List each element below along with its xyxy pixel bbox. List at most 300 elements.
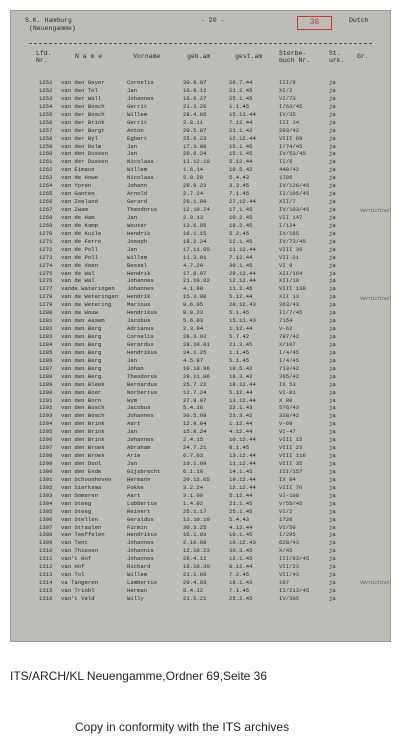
- surname: van Thiesen: [61, 547, 98, 555]
- birth-date: 29.11.06: [183, 372, 210, 380]
- death-date: 4.12.44: [229, 428, 253, 436]
- table-row: [11, 500, 392, 508]
- table-row: [11, 158, 392, 166]
- col-header-urk: St. urk.: [329, 50, 345, 64]
- birth-date: 4.5.97: [183, 356, 204, 364]
- certificate-mark: ja: [329, 198, 336, 206]
- certificate-mark: ja: [329, 309, 336, 317]
- death-register-number: 448/42: [279, 166, 300, 174]
- first-name: Lubbertus: [127, 499, 158, 507]
- first-name: Johannes: [127, 277, 154, 285]
- birth-date: 2.4.15: [183, 436, 204, 444]
- row-number: 1295: [39, 428, 53, 436]
- death-date: 7.12.44: [229, 253, 253, 261]
- table-row: [11, 222, 392, 230]
- death-register-number: VII/23: [279, 563, 300, 571]
- certificate-mark: ja: [329, 547, 336, 555]
- table-row: [11, 492, 392, 500]
- surname: van den Dolm: [61, 142, 102, 150]
- table-row: [11, 524, 392, 532]
- table-row: [11, 174, 392, 182]
- death-register-number: III/157: [279, 467, 303, 475]
- row-number: 1275: [39, 269, 53, 277]
- table-row: [11, 293, 392, 301]
- certificate-mark: ja: [329, 372, 336, 380]
- surname: van der Byl: [61, 134, 98, 142]
- surname: van den Aasem: [61, 317, 105, 325]
- first-name: Aart: [127, 420, 141, 428]
- death-register-number: 576/43: [279, 404, 300, 412]
- surname: van den Born: [61, 396, 102, 404]
- certificate-mark: ja: [329, 213, 336, 221]
- birth-date: 6.1.10: [183, 467, 204, 475]
- death-date: 29.12.44: [229, 269, 256, 277]
- birth-date: 16.1.03: [183, 531, 207, 539]
- certificate-mark: ja: [329, 348, 336, 356]
- birth-date: 2.9.13: [183, 213, 204, 221]
- table-row: [11, 182, 392, 190]
- certificate-mark: ja: [329, 269, 336, 277]
- certificate-mark: ja: [329, 206, 336, 213]
- death-register-number: VIII 70: [279, 483, 303, 491]
- death-register-number: I/63/45: [279, 102, 303, 110]
- surname: van den Dussen: [61, 150, 108, 158]
- table-row: [11, 404, 392, 412]
- death-register-number: 365/42: [279, 372, 300, 380]
- birth-date: 5.4.16: [183, 404, 204, 412]
- col-header-vorname: Vorname: [133, 53, 161, 60]
- birth-date: 25.1.17: [183, 507, 207, 515]
- certificate-mark: ja: [329, 86, 336, 94]
- row-number: 1308: [39, 531, 53, 539]
- certificate-mark: ja: [329, 102, 336, 110]
- death-date: 5.7.42: [229, 333, 250, 340]
- first-name: Nicolaas: [127, 174, 154, 182]
- row-number: 1292: [39, 404, 53, 412]
- death-date: 13.12.44: [229, 452, 256, 460]
- certificate-mark: ja: [329, 420, 336, 428]
- certificate-mark: ja: [329, 190, 336, 198]
- death-date: 21.1.45: [229, 499, 253, 507]
- birth-date: 27.9.07: [183, 396, 207, 404]
- surname: van de Wal: [61, 277, 95, 285]
- table-row: [11, 420, 392, 428]
- certificate-mark: ja: [329, 142, 336, 150]
- death-date: 12.12.44: [229, 277, 256, 285]
- table-row: [11, 190, 392, 198]
- death-register-number: VIII 138: [279, 285, 306, 293]
- death-register-number: VI/73: [279, 94, 296, 102]
- death-register-number: IV/103/45: [279, 206, 310, 213]
- first-name: Jan: [127, 356, 138, 364]
- first-name: Gerrit: [127, 102, 148, 110]
- first-name: Joseph: [127, 237, 148, 245]
- certificate-mark: ja: [329, 396, 336, 404]
- death-date: 7.2.45: [229, 571, 250, 579]
- register-table: [11, 79, 392, 603]
- death-register-number: IX 84: [279, 475, 296, 483]
- row-number: 1259: [39, 142, 53, 150]
- table-row: [11, 531, 392, 539]
- death-date: 10.2.45: [229, 213, 253, 221]
- row-number: 1299: [39, 460, 53, 467]
- birth-date: 2.10.08: [183, 539, 207, 547]
- first-name: Fokke: [127, 483, 144, 491]
- surname: van den Brink: [61, 436, 105, 444]
- death-register-number: III/83/45: [279, 555, 310, 563]
- first-name: Johannes: [127, 539, 154, 547]
- death-date: 5.4.43: [229, 515, 250, 523]
- table-row: [11, 246, 392, 254]
- first-name: Johannes: [127, 555, 154, 563]
- surname: van Zeeland: [61, 198, 98, 206]
- first-name: Jan: [127, 213, 138, 221]
- death-date: 19.5.42: [229, 166, 253, 174]
- death-register-number: 628/43: [279, 539, 300, 547]
- row-number: 1302: [39, 483, 53, 491]
- death-register-number: III 14: [279, 118, 300, 126]
- certificate-mark: ja: [329, 253, 336, 261]
- death-date: 21.3.45: [229, 340, 253, 348]
- surname: van Zwam: [61, 206, 88, 213]
- death-date: 7.12.44: [229, 118, 253, 126]
- first-name: Firmin: [127, 523, 148, 531]
- first-name: Gerrit: [127, 118, 148, 126]
- certificate-mark: ja: [329, 340, 336, 348]
- table-row: [11, 238, 392, 246]
- table-row: [11, 103, 392, 111]
- table-row: [11, 206, 392, 214]
- death-register-number: III/6: [279, 79, 296, 86]
- surname: van der Bosch: [61, 110, 105, 118]
- death-date: 1.12.44: [229, 325, 253, 333]
- death-register-number: II/6: [279, 158, 293, 166]
- death-date: 15.1.45: [229, 150, 253, 158]
- surname: van Teeffelen: [61, 531, 105, 539]
- first-name: Aart: [127, 491, 141, 499]
- certificate-mark: ja: [329, 229, 336, 237]
- death-date: 5.2.45: [229, 229, 250, 237]
- birth-date: 20.12.05: [183, 475, 210, 483]
- page-stamp: 36: [297, 16, 332, 30]
- row-number: 1309: [39, 539, 53, 547]
- death-date: 12.1.45: [229, 237, 253, 245]
- death-date: 7.1.45: [229, 587, 250, 594]
- death-register-number: X/45: [279, 547, 293, 555]
- table-row: [11, 301, 392, 309]
- death-date: 11.12.44: [229, 460, 256, 467]
- surname: van den Bleek: [61, 380, 105, 388]
- certificate-mark: ja: [329, 134, 336, 142]
- surname: van Hof: [61, 563, 85, 571]
- birth-date: 24.1.25: [183, 348, 207, 356]
- surname: van den Berg: [61, 356, 102, 364]
- certificate-mark: ja: [329, 166, 336, 174]
- col-header-name: N a m e: [75, 53, 103, 60]
- surname: van den Berg: [61, 364, 102, 372]
- table-row: [11, 325, 392, 333]
- table-row: [11, 95, 392, 103]
- death-register-number: 7154: [279, 317, 293, 325]
- death-register-number: VII/43: [279, 571, 300, 579]
- death-register-number: VII-21: [279, 253, 300, 261]
- birth-date: 26.4.12: [183, 555, 207, 563]
- death-date: 27.12.44: [229, 198, 256, 206]
- first-name: Gijsbrecht: [127, 467, 161, 475]
- row-number: 1262: [39, 166, 53, 174]
- death-register-number: VII 147: [279, 213, 303, 221]
- row-number: 1251: [39, 79, 53, 86]
- death-date: 10.12.44: [229, 436, 256, 444]
- row-number: 1290: [39, 388, 53, 396]
- birth-date: 10.10.96: [183, 364, 210, 372]
- first-name: Arnold: [127, 190, 148, 198]
- col-header-sterbe: Sterbe- buch Nr.: [279, 50, 311, 64]
- row-number: 1285: [39, 348, 53, 356]
- first-name: Jan: [127, 86, 138, 94]
- col-header-geb: geb.am: [187, 53, 211, 60]
- death-date: 5.12.44: [229, 293, 253, 301]
- table-row: [11, 317, 392, 325]
- table-row: [11, 397, 392, 405]
- birth-date: 30.9.97: [183, 79, 207, 86]
- death-date: 5.12.44: [229, 158, 253, 166]
- first-name: Jacobus: [127, 404, 151, 412]
- surname: van den Broek: [61, 444, 105, 452]
- camp-subtitle: (Neuengamme): [29, 25, 76, 32]
- death-register-number: 338/42: [279, 412, 300, 420]
- death-register-number: V/55/45: [279, 499, 303, 507]
- death-date: 12.1.45: [229, 555, 253, 563]
- first-name: Johannes: [127, 94, 154, 102]
- first-name: Wym: [127, 396, 138, 404]
- death-date: 15.1.45: [229, 142, 253, 150]
- row-number: 1281: [39, 317, 53, 325]
- death-date: 1.12.44: [229, 420, 253, 428]
- surname: van den Bosch: [61, 412, 105, 420]
- nationality-label: Dutch: [349, 17, 369, 24]
- table-row: [11, 198, 392, 206]
- first-name: Hendrik: [127, 269, 151, 277]
- surname: van der Brink: [61, 118, 105, 126]
- death-register-number: 363/43: [279, 301, 300, 309]
- first-name: Cornelis: [127, 79, 154, 86]
- table-row: [11, 373, 392, 381]
- birth-date: 8.4.12: [183, 587, 204, 594]
- surname: van de Weteringen: [61, 293, 119, 301]
- birth-date: 28.4.05: [183, 110, 207, 118]
- birth-date: 15.8.24: [183, 428, 207, 436]
- death-register-number: XI/2: [279, 86, 293, 94]
- surname: van Steeg: [61, 507, 92, 515]
- death-date: 16.3.42: [229, 372, 253, 380]
- row-number: 1306: [39, 515, 53, 523]
- table-row: [11, 468, 392, 476]
- row-number: 1272: [39, 245, 53, 253]
- row-number: 1293: [39, 412, 53, 420]
- table-row: [11, 571, 392, 579]
- death-date: 5.12.44: [229, 388, 253, 396]
- first-name: Willem: [127, 110, 148, 118]
- table-row: [11, 428, 392, 436]
- certificate-mark: ja: [329, 531, 336, 539]
- table-row: [11, 119, 392, 127]
- table-row: [11, 333, 392, 341]
- table-row: [11, 127, 392, 135]
- table-row: [11, 214, 392, 222]
- birth-date: 29.9.23: [183, 182, 207, 190]
- first-name: Hendrikus: [127, 309, 158, 317]
- death-register-number: I/4/45: [279, 348, 300, 356]
- first-name: Hendrikus: [127, 348, 158, 356]
- row-number: 1296: [39, 436, 53, 444]
- first-name: Jan: [127, 460, 138, 467]
- row-number: 1305: [39, 507, 53, 515]
- table-row: [11, 166, 392, 174]
- row-number: 1260: [39, 150, 53, 158]
- surname: van der Burgt: [61, 126, 105, 134]
- certificate-mark: ja: [329, 301, 336, 309]
- first-name: Johannes: [127, 285, 154, 293]
- birth-date: 20.5.87: [183, 126, 207, 134]
- certificate-mark: ja: [329, 452, 336, 460]
- surname: van Ypren: [61, 182, 92, 190]
- birth-date: 2.3.94: [183, 325, 204, 333]
- col-header-nr: Lfd. Nr.: [36, 50, 52, 64]
- row-number: 1273: [39, 253, 53, 261]
- table-row: [11, 595, 392, 603]
- birth-date: 24.7.21: [183, 444, 207, 452]
- row-number: 1313: [39, 571, 53, 579]
- death-date: 13.12.44: [229, 396, 256, 404]
- row-number: 1283: [39, 333, 53, 340]
- row-number: 1267: [39, 206, 53, 213]
- first-name: Willy: [127, 594, 144, 602]
- first-name: Johannes: [127, 436, 154, 444]
- certificate-mark: ja: [329, 587, 336, 594]
- death-register-number: II/7/45: [279, 309, 303, 317]
- death-register-number: XII 13: [279, 293, 300, 301]
- surname: van den Ende: [61, 467, 102, 475]
- death-register-number: I/124: [279, 221, 296, 229]
- certificate-mark: ja: [329, 404, 336, 412]
- birth-date: 12.9.04: [183, 420, 207, 428]
- surname: van Tent: [61, 539, 88, 547]
- death-date: 30.3.45: [229, 547, 253, 555]
- surname: van der Wall: [61, 94, 102, 102]
- table-row: [11, 254, 392, 262]
- surname: van den Bosch: [61, 404, 105, 412]
- first-name: Egbert: [127, 134, 148, 142]
- table-row: [11, 349, 392, 357]
- death-date: 5.12.44: [229, 491, 253, 499]
- first-name: Cornelis: [127, 333, 154, 340]
- death-date: 11.2.45: [229, 285, 253, 293]
- certificate-mark: ja: [329, 325, 336, 333]
- first-name: Marinus: [127, 301, 151, 309]
- surname: van den Berg: [61, 340, 102, 348]
- row-number: 1289: [39, 380, 53, 388]
- surname: van den Bosch: [61, 102, 105, 110]
- death-register-number: IX/165: [279, 229, 300, 237]
- death-date: 12.12.44: [229, 134, 256, 142]
- row-number: 1294: [39, 420, 53, 428]
- first-name: Jan: [127, 428, 138, 436]
- row-number: 1282: [39, 325, 53, 333]
- birth-date: 21.5.21: [183, 594, 207, 602]
- row-number: 1310: [39, 547, 53, 555]
- first-name: Gerard: [127, 198, 148, 206]
- birth-date: 13.6.05: [183, 221, 207, 229]
- table-row: [11, 341, 392, 349]
- row-number: 1264: [39, 182, 53, 190]
- birth-date: 21.3.26: [183, 102, 207, 110]
- row-number: 1315: [39, 587, 53, 594]
- first-name: Hendrikus: [127, 531, 158, 539]
- birth-date: 4.1.98: [183, 285, 204, 293]
- table-row: [11, 365, 392, 373]
- birth-date: 6.7.03: [183, 452, 204, 460]
- first-name: Reinert: [127, 507, 151, 515]
- death-register-number: VI/50: [279, 523, 296, 531]
- death-register-number: IX 53: [279, 380, 296, 388]
- first-name: Jan: [127, 245, 138, 253]
- death-date: 5.1.45: [229, 309, 250, 317]
- birth-date: 4.7.20: [183, 261, 204, 269]
- row-number: 1312: [39, 563, 53, 571]
- row-number: 1261: [39, 158, 53, 166]
- table-row: [11, 230, 392, 238]
- death-date: 18.12.44: [229, 380, 256, 388]
- certificate-mark: ja: [329, 333, 336, 340]
- row-number: 1304: [39, 499, 53, 507]
- surname: van den Brink: [61, 428, 105, 436]
- row-number: 1284: [39, 340, 53, 348]
- birth-date: 1.6.14: [183, 166, 204, 174]
- surname: van den Berg: [61, 325, 102, 333]
- table-row: [11, 309, 392, 317]
- death-date: 10.12.43: [229, 539, 256, 547]
- surname: vande Wateringen: [61, 285, 115, 293]
- birth-date: 3.1.00: [183, 491, 204, 499]
- surname: van den Berg: [61, 372, 102, 380]
- table-row: [11, 563, 392, 571]
- col-header-gr: Gr.: [357, 53, 369, 60]
- certificate-mark: ja: [329, 499, 336, 507]
- death-register-number: VIII 39: [279, 245, 303, 253]
- first-name: Willem: [127, 166, 148, 174]
- birth-date: 11.3.01: [183, 253, 207, 261]
- first-name: Adrianus: [127, 325, 154, 333]
- birth-date: 16.1.15: [183, 229, 207, 237]
- margin-annotation: Vernichtet: [360, 296, 391, 302]
- certificate-mark: ja: [329, 539, 336, 547]
- death-register-number: I/4/45: [279, 356, 300, 364]
- birth-date: 30.3.25: [183, 523, 207, 531]
- table-row: [11, 262, 392, 270]
- row-number: 1287: [39, 364, 53, 372]
- first-name: Norbertus: [127, 388, 158, 396]
- first-name: Wouter: [127, 221, 148, 229]
- death-date: 14.1.45: [229, 467, 253, 475]
- row-number: 1268: [39, 213, 53, 221]
- death-register-number: VI-108: [279, 491, 300, 499]
- birth-date: 21.10.02: [183, 277, 210, 285]
- certificate-mark: ja: [329, 460, 336, 467]
- death-date: 25.1.45: [229, 94, 253, 102]
- certificate-mark: ja: [329, 388, 336, 396]
- table-row: [11, 79, 392, 87]
